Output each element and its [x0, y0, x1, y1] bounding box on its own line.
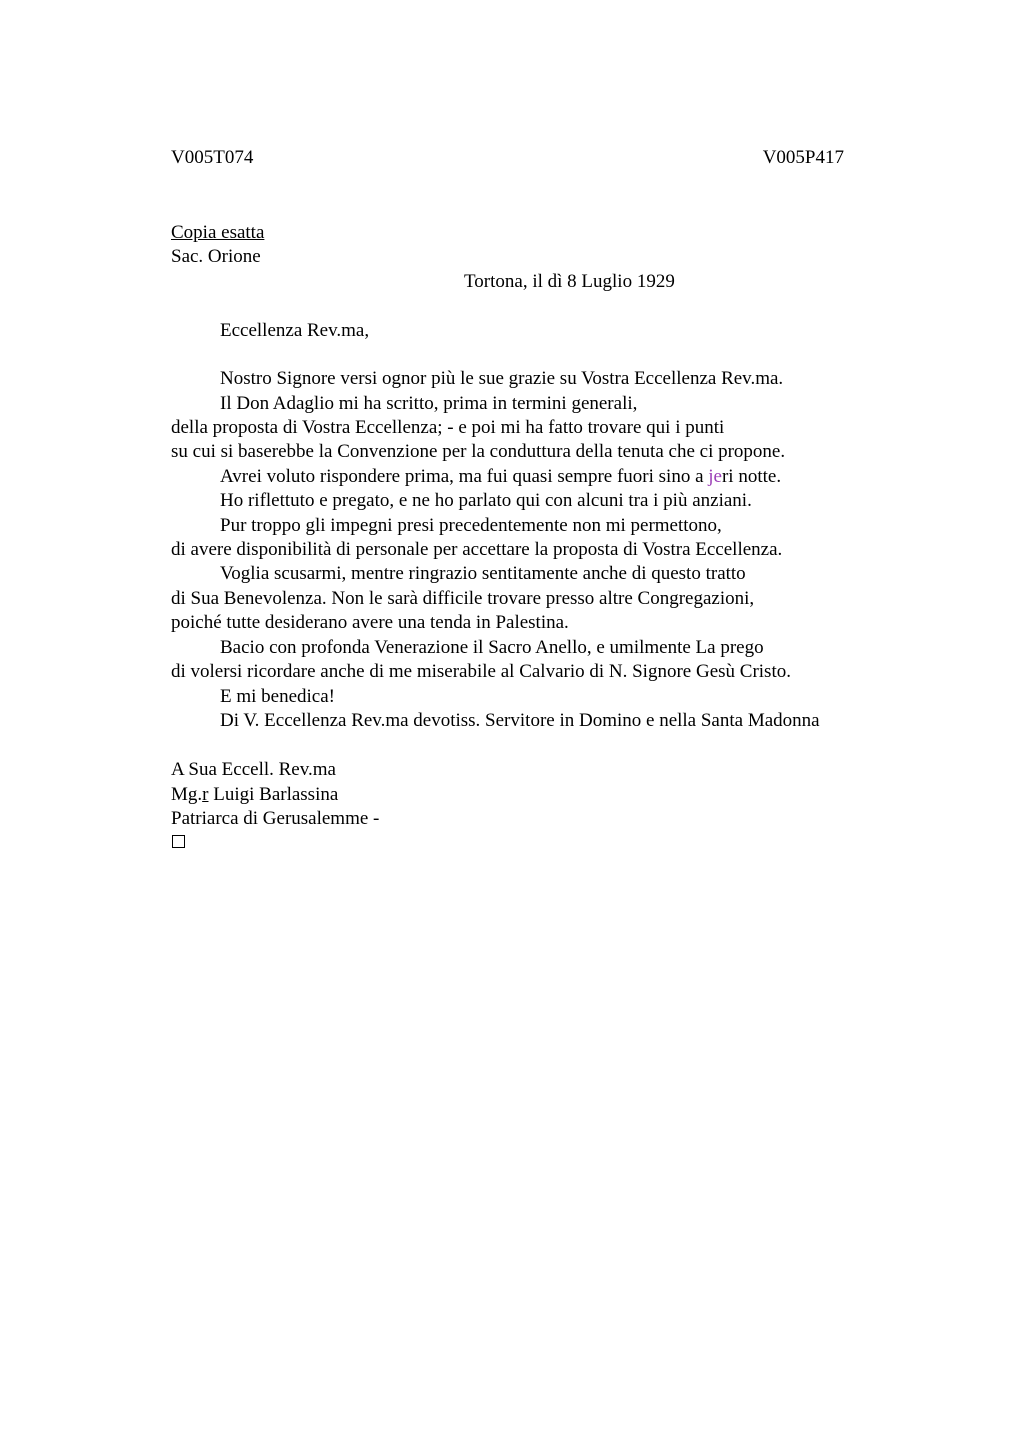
- body-line: poiché tutte desiderano avere una tenda in Palestina.: [171, 612, 569, 633]
- body-line: Il Don Adaglio mi ha scritto, prima in termini generali,: [220, 393, 638, 414]
- body-text: ri notte.: [721, 466, 782, 487]
- copy-note: Copia esatta: [171, 222, 265, 243]
- body-line: Ho riflettuto e pregato, e ne ho parlato qui con alcuni tra i più anziani.: [220, 490, 752, 511]
- salutation: Eccellenza Rev.ma,: [220, 320, 370, 341]
- document-code-left: V005T074: [171, 147, 254, 168]
- address-text: Mg.: [171, 784, 203, 805]
- body-line: di Sua Benevolenza. Non le sarà difficile trovare presso altre Congregazioni,: [171, 588, 755, 609]
- document-code-right: V005P417: [762, 147, 844, 168]
- highlighted-text: je: [708, 466, 722, 487]
- body-line: E mi benedica!: [220, 686, 336, 707]
- body-line: di volersi ricordare anche di me miserabile al Calvario di N. Signore Gesù Cristo.: [171, 661, 791, 682]
- body-line: su cui si baserebbe la Convenzione per la conduttura della tenuta che ci propone.: [171, 441, 786, 462]
- address-superscript: r: [202, 784, 209, 805]
- body-line: Bacio con profonda Venerazione il Sacro Anello, e umilmente La prego: [220, 637, 764, 658]
- body-line: Voglia scusarmi, mentre ringrazio sentitamente anche di questo tratto: [220, 563, 746, 584]
- address-line: Patriarca di Gerusalemme -: [171, 808, 380, 829]
- body-text: Avrei voluto rispondere prima, ma fui quasi sempre fuori sino a: [220, 466, 709, 487]
- body-line: Pur troppo gli impegni presi precedentemente non mi permettono,: [220, 515, 722, 536]
- body-line: della proposta di Vostra Eccellenza; - e poi mi ha fatto trovare qui i punti: [171, 417, 725, 438]
- empty-square-icon: [172, 835, 185, 848]
- address-text: Luigi Barlassina: [208, 784, 339, 805]
- body-line: di avere disponibilità di personale per accettare la proposta di Vostra Eccellenza.: [171, 539, 783, 560]
- body-line: [220, 465, 781, 489]
- address-line: [171, 783, 338, 807]
- address-line: A Sua Eccell. Rev.ma: [171, 759, 336, 780]
- closing-line: Di V. Eccellenza Rev.ma devotiss. Servitore in Domino e nella Santa Madonna: [220, 710, 820, 731]
- author-line: Sac. Orione: [171, 246, 261, 267]
- body-line: Nostro Signore versi ognor più le sue grazie su Vostra Eccellenza Rev.ma.: [220, 368, 784, 389]
- place-date: Tortona, il dì 8 Luglio 1929: [464, 271, 675, 292]
